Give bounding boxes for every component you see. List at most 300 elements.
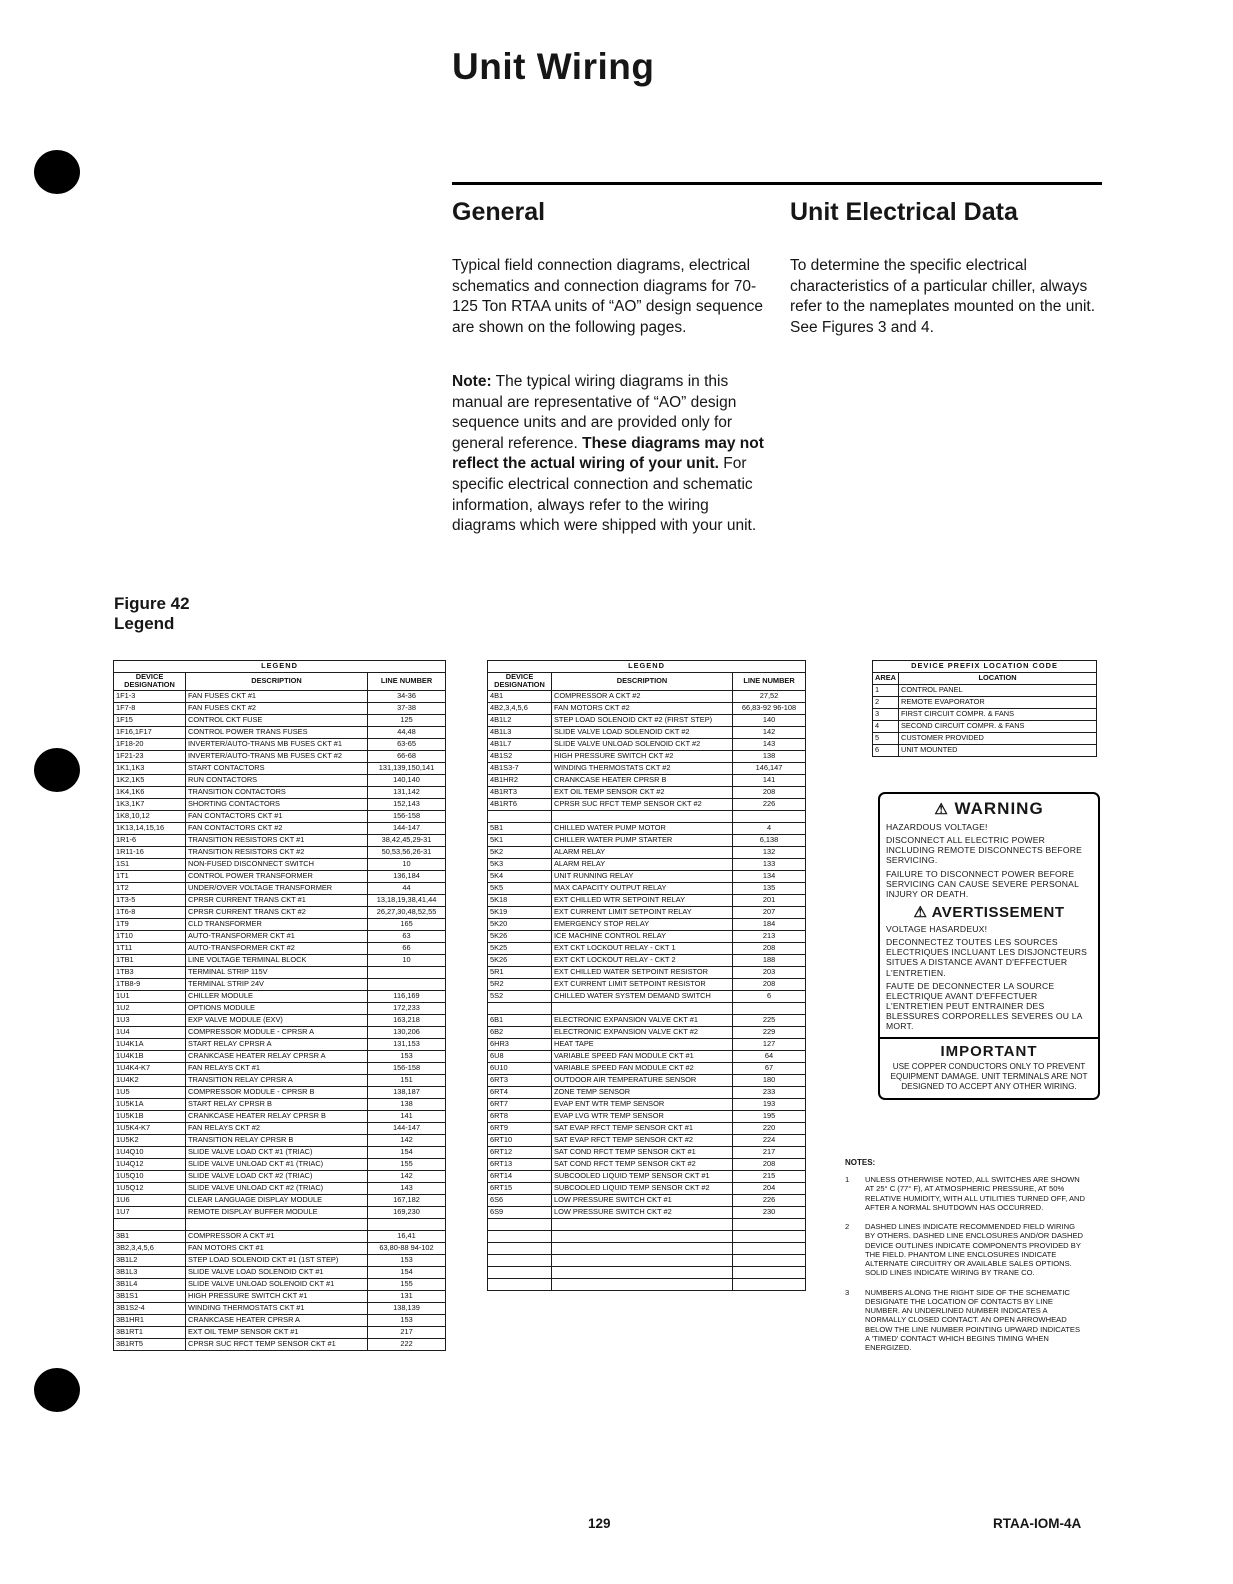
table-row — [114, 1206, 446, 1218]
table-cell: 116,169 — [368, 990, 446, 1002]
table-cell: 6RT14 — [488, 1170, 552, 1182]
table-cell: 131,139,150,141 — [368, 762, 446, 774]
table-cell: ALARM RELAY — [552, 858, 733, 870]
table-cell — [552, 1278, 733, 1290]
table-cell: SUBCOOLED LIQUID TEMP SENSOR CKT #1 — [552, 1170, 733, 1182]
table-row — [114, 1074, 446, 1086]
table-cell: CHILLER WATER PUMP STARTER — [552, 834, 733, 846]
table-cell — [552, 1242, 733, 1254]
table-row — [488, 870, 806, 882]
table-cell: 1U4K4-K7 — [114, 1062, 186, 1074]
table-cell: MAX CAPACITY OUTPUT RELAY — [552, 882, 733, 894]
table-cell: SLIDE VALVE LOAD CKT #1 (TRIAC) — [186, 1146, 368, 1158]
table-cell: 140,140 — [368, 774, 446, 786]
table-cell — [488, 1278, 552, 1290]
important-title: IMPORTANT — [940, 1043, 1038, 1061]
table-row — [114, 1230, 446, 1242]
table-cell: LOW PRESSURE SWITCH CKT #1 — [552, 1194, 733, 1206]
table-cell: 3B1RT1 — [114, 1326, 186, 1338]
table-cell — [114, 1218, 186, 1230]
table-cell: 1U4K1B — [114, 1050, 186, 1062]
table-cell: CHILLED WATER PUMP MOTOR — [552, 822, 733, 834]
table-cell: 4B1RT6 — [488, 798, 552, 810]
electrical-heading: Unit Electrical Data — [790, 198, 1018, 226]
table-cell: 5K26 — [488, 930, 552, 942]
table-cell: 155 — [368, 1278, 446, 1290]
table-cell: 1TB3 — [114, 966, 186, 978]
table-row — [114, 870, 446, 882]
table-cell: 131,153 — [368, 1038, 446, 1050]
table-cell: FAN RELAYS CKT #2 — [186, 1122, 368, 1134]
table-row — [488, 918, 806, 930]
table-cell: 1K8,10,12 — [114, 810, 186, 822]
table-cell: 6RT10 — [488, 1134, 552, 1146]
table-cell: 1TB1 — [114, 954, 186, 966]
table-cell: 222 — [368, 1338, 446, 1350]
table-row — [114, 1002, 446, 1014]
table-row — [488, 786, 806, 798]
table-cell: SAT COND RFCT TEMP SENSOR CKT #2 — [552, 1158, 733, 1170]
table-cell: 6S6 — [488, 1194, 552, 1206]
table-cell: 201 — [733, 894, 806, 906]
location-header-location: LOCATION — [899, 673, 1097, 685]
table-cell: 233 — [733, 1086, 806, 1098]
table-cell: WINDING THERMOSTATS CKT #2 — [552, 762, 733, 774]
table-cell: 63,80-88 94-102 — [368, 1242, 446, 1254]
table-cell: CPRSR CURRENT TRANS CKT #1 — [186, 894, 368, 906]
table-row — [488, 1134, 806, 1146]
table-row — [488, 1230, 806, 1242]
table-cell: NON-FUSED DISCONNECT SWITCH — [186, 858, 368, 870]
table-cell: FAN FUSES CKT #1 — [186, 690, 368, 702]
table-row — [488, 690, 806, 702]
table-row — [488, 1062, 806, 1074]
legend1-body — [114, 690, 446, 1350]
table-cell: 1F16,1F17 — [114, 726, 186, 738]
table-cell: 6 — [733, 990, 806, 1002]
table-cell: START RELAY CPRSR B — [186, 1098, 368, 1110]
table-cell: SLIDE VALVE UNLOAD SOLENOID CKT #1 — [186, 1278, 368, 1290]
table-cell: OPTIONS MODULE — [186, 1002, 368, 1014]
table-row — [114, 690, 446, 702]
table-cell: TRANSITION CONTACTORS — [186, 786, 368, 798]
table-cell: 1F7-8 — [114, 702, 186, 714]
table-cell: 131 — [368, 1290, 446, 1302]
avertissement-title — [886, 903, 1092, 921]
table-cell: REMOTE DISPLAY BUFFER MODULE — [186, 1206, 368, 1218]
punch-hole — [34, 1368, 80, 1412]
table-row — [114, 786, 446, 798]
table-cell: NUMBERS ALONG THE RIGHT SIDE OF THE SCHEMATIC DESIGNATE THE LOCATION OF CONTACTS BY LINE NUMBER. AN UNDERLINED NUMBER INDICATES A NORMALLY CLOSED CONTACT. AN OPEN ARROWHEAD BELOW THE LINE NUMBER POINTING UPWARD INDICATES A 'TIMED' CONTACT WHICH BEGINS TIMING WHEN ENERGIZED. — [865, 1287, 1081, 1352]
table-cell: CUSTOMER PROVIDED — [899, 733, 1097, 745]
table-row — [488, 1086, 806, 1098]
warning-title — [886, 799, 1092, 819]
table-row — [488, 942, 806, 954]
table-cell: 208 — [733, 978, 806, 990]
table-cell: 1TB8-9 — [114, 978, 186, 990]
table-cell: 204 — [733, 1182, 806, 1194]
table-row — [873, 709, 1097, 721]
table-cell: 143 — [368, 1182, 446, 1194]
avertissement-title-text: AVERTISSEMENT — [931, 903, 1065, 921]
table-cell: 133 — [733, 858, 806, 870]
table-cell: 6S9 — [488, 1206, 552, 1218]
table-cell: 1U5Q10 — [114, 1170, 186, 1182]
table-cell: 142 — [733, 726, 806, 738]
table-cell: 4 — [733, 822, 806, 834]
location-code-table — [872, 660, 1097, 757]
note-pre-text: The typical wiring diagrams in this manual are representative of “AO” design sequence units and are provided only for general reference. — [452, 373, 737, 452]
table-row — [114, 1110, 446, 1122]
table-cell — [552, 1254, 733, 1266]
warning-p3: DECONNECTEZ TOUTES LES SOURCES ELECTRIQUES INCLUANT LES DISJONCTEURS SITUES A DISTANCE AVANT D'EFFECTUER L'ENTRETIEN. — [886, 937, 1088, 978]
table-cell: 142 — [368, 1134, 446, 1146]
table-cell: 138 — [733, 750, 806, 762]
table-cell: 4B1L2 — [488, 714, 552, 726]
table-cell: 3B1L3 — [114, 1266, 186, 1278]
table-cell: EXT OIL TEMP SENSOR CKT #2 — [552, 786, 733, 798]
table-cell: 6 — [873, 745, 899, 757]
table-cell: 5K3 — [488, 858, 552, 870]
table-cell: 66-68 — [368, 750, 446, 762]
table-cell: 1U4 — [114, 1026, 186, 1038]
legend1-header-description: DESCRIPTION — [186, 673, 368, 691]
table-cell: UNIT RUNNING RELAY — [552, 870, 733, 882]
table-cell: 1 — [873, 685, 899, 697]
table-cell: 6RT8 — [488, 1110, 552, 1122]
table-cell: 154 — [368, 1146, 446, 1158]
table-cell: TRANSITION RESISTORS CKT #2 — [186, 846, 368, 858]
table-row — [114, 1158, 446, 1170]
table-cell: 225 — [733, 1014, 806, 1026]
table-row — [488, 1170, 806, 1182]
table-row — [488, 1278, 806, 1290]
warning-hazard-fr: VOLTAGE HASARDEUX! — [886, 923, 988, 934]
table-cell: 1K13,14,15,16 — [114, 822, 186, 834]
table-cell: 3B1S1 — [114, 1290, 186, 1302]
table-row — [488, 1038, 806, 1050]
table-cell: 1S1 — [114, 858, 186, 870]
table-cell: 64 — [733, 1050, 806, 1062]
table-cell: 5B1 — [488, 822, 552, 834]
table-cell: 1U5K4-K7 — [114, 1122, 186, 1134]
table-cell: EXP VALVE MODULE (EXV) — [186, 1014, 368, 1026]
table-cell: LOW PRESSURE SWITCH CKT #2 — [552, 1206, 733, 1218]
table-cell: 38,42,45,29-31 — [368, 834, 446, 846]
table-cell: 1U3 — [114, 1014, 186, 1026]
table-cell: VARIABLE SPEED FAN MODULE CKT #1 — [552, 1050, 733, 1062]
table-cell: 1U5K1A — [114, 1098, 186, 1110]
table-cell: OUTDOOR AIR TEMPERATURE SENSOR — [552, 1074, 733, 1086]
table-cell — [733, 1002, 806, 1014]
table-cell: 3 — [845, 1287, 850, 1297]
table-row — [488, 1206, 806, 1218]
page-number: 129 — [588, 1516, 611, 1531]
table-cell: 167,182 — [368, 1194, 446, 1206]
table-row — [488, 906, 806, 918]
table-cell: FAN CONTACTORS CKT #2 — [186, 822, 368, 834]
table-cell: 144-147 — [368, 822, 446, 834]
table-row — [488, 1026, 806, 1038]
legend2-title: LEGEND — [488, 661, 806, 673]
table-row — [488, 846, 806, 858]
table-cell: SLIDE VALVE UNLOAD SOLENOID CKT #2 — [552, 738, 733, 750]
table-row — [488, 702, 806, 714]
table-cell: UNIT MOUNTED — [899, 745, 1097, 757]
table-row — [488, 1014, 806, 1026]
table-cell: EXT CHILLED WATER SETPOINT RESISTOR — [552, 966, 733, 978]
table-cell: 4B1RT3 — [488, 786, 552, 798]
table-row — [114, 726, 446, 738]
table-cell — [186, 1218, 368, 1230]
table-cell: 1F1-3 — [114, 690, 186, 702]
warning-p1: DISCONNECT ALL ELECTRIC POWER INCLUDING REMOTE DISCONNECTS BEFORE SERVICING. — [886, 835, 1083, 866]
table-cell: UNDER/OVER VOLTAGE TRANSFORMER — [186, 882, 368, 894]
table-row — [114, 954, 446, 966]
table-cell: HEAT TAPE — [552, 1038, 733, 1050]
table-cell: 217 — [368, 1326, 446, 1338]
table-cell — [733, 1266, 806, 1278]
table-row — [488, 810, 806, 822]
table-row — [488, 1158, 806, 1170]
table-row — [488, 1194, 806, 1206]
table-cell: INVERTER/AUTO-TRANS MB FUSES CKT #1 — [186, 738, 368, 750]
general-heading: General — [452, 198, 546, 226]
table-cell: 37-38 — [368, 702, 446, 714]
table-row — [488, 894, 806, 906]
table-row — [488, 1146, 806, 1158]
table-cell: 153 — [368, 1050, 446, 1062]
location-body — [873, 685, 1097, 757]
table-cell: 1U5Q12 — [114, 1182, 186, 1194]
table-cell: 6B1 — [488, 1014, 552, 1026]
table-cell: 3B1L2 — [114, 1254, 186, 1266]
table-cell: 1U1 — [114, 990, 186, 1002]
table-cell — [368, 978, 446, 990]
table-cell: 3B1RT5 — [114, 1338, 186, 1350]
notes-section — [845, 1158, 1085, 1362]
table-cell: 6B2 — [488, 1026, 552, 1038]
table-cell: 195 — [733, 1110, 806, 1122]
table-cell: 44 — [368, 882, 446, 894]
table-cell: CONTROL CKT FUSE — [186, 714, 368, 726]
table-row — [488, 1242, 806, 1254]
table-cell: SLIDE VALVE UNLOAD CKT #1 (TRIAC) — [186, 1158, 368, 1170]
table-row — [488, 1074, 806, 1086]
table-cell: 1K3,1K7 — [114, 798, 186, 810]
table-cell — [733, 1230, 806, 1242]
table-cell: 1U4K2 — [114, 1074, 186, 1086]
table-row — [114, 1218, 446, 1230]
table-cell — [733, 1218, 806, 1230]
table-row — [114, 1134, 446, 1146]
table-cell: 6U8 — [488, 1050, 552, 1062]
table-cell: CLD TRANSFORMER — [186, 918, 368, 930]
table-cell: 172,233 — [368, 1002, 446, 1014]
table-row — [114, 1290, 446, 1302]
table-cell: HIGH PRESSURE SWITCH CKT #1 — [186, 1290, 368, 1302]
table-cell: COMPRESSOR A CKT #2 — [552, 690, 733, 702]
table-row — [488, 798, 806, 810]
table-cell: SAT EVAP RFCT TEMP SENSOR CKT #2 — [552, 1134, 733, 1146]
table-cell: 1U4Q10 — [114, 1146, 186, 1158]
table-cell: REMOTE EVAPORATOR — [899, 697, 1097, 709]
table-row — [488, 1110, 806, 1122]
warning-icon: ⚠ — [934, 801, 949, 818]
table-row — [114, 1194, 446, 1206]
table-cell: DASHED LINES INDICATE RECOMMENDED FIELD WIRING BY OTHERS. DASHED LINE ENCLOSURES AND/OR DASHED DEVICE OUTLINES INDICATE COMPONENTS PROVIDED BY THE FIELD. PHANTOM LINE ENCLOSURES INDICATE ALTERNATE CIRCUITRY OR AVAILABLE SALES OPTIONS. SOLID LINES INDICATE WIRING BY TRANE CO. — [865, 1222, 1084, 1278]
notes-list — [845, 1175, 1085, 1362]
table-cell: 4B1 — [488, 690, 552, 702]
table-cell: 1U5 — [114, 1086, 186, 1098]
table-cell: ZONE TEMP SENSOR — [552, 1086, 733, 1098]
table-cell: 1F15 — [114, 714, 186, 726]
table-cell: 215 — [733, 1170, 806, 1182]
table-cell: FIRST CIRCUIT COMPR. & FANS — [899, 709, 1097, 721]
legend2-body — [488, 690, 806, 1290]
table-cell: RUN CONTACTORS — [186, 774, 368, 786]
table-cell — [488, 1266, 552, 1278]
table-row — [114, 1098, 446, 1110]
table-row — [114, 834, 446, 846]
legend2-header-description: DESCRIPTION — [552, 673, 733, 691]
table-cell: 5R2 — [488, 978, 552, 990]
legend-table-2 — [487, 660, 806, 1291]
table-cell: 152,143 — [368, 798, 446, 810]
table-cell: 193 — [733, 1098, 806, 1110]
table-cell: 1U2 — [114, 1002, 186, 1014]
table-cell: UNLESS OTHERWISE NOTED, ALL SWITCHES ARE SHOWN AT 25° C (77° F), AT ATMOSPHERIC PRESSURE, AT 50% RELATIVE HUMIDITY, WITH ALL UTILITIES TURNED OFF, AND AFTER A NORMAL SHUTDOWN HAS OCCURRED. — [865, 1175, 1085, 1212]
warning-p2: FAILURE TO DISCONNECT POWER BEFORE SERVICING CAN CAUSE SEVERE PERSONAL INJURY OR DEATH. — [886, 868, 1079, 899]
table-cell: 132 — [733, 846, 806, 858]
table-cell: 1K1,1K3 — [114, 762, 186, 774]
table-cell: 5K5 — [488, 882, 552, 894]
table-row — [488, 762, 806, 774]
general-note — [452, 372, 764, 537]
table-cell: CPRSR SUC RFCT TEMP SENSOR CKT #1 — [186, 1338, 368, 1350]
table-cell: 63 — [368, 930, 446, 942]
table-row — [845, 1175, 1085, 1222]
table-cell: 66,83-92 96-108 — [733, 702, 806, 714]
table-cell: CLEAR LANGUAGE DISPLAY MODULE — [186, 1194, 368, 1206]
table-row — [114, 1122, 446, 1134]
table-row — [873, 697, 1097, 709]
table-cell: 208 — [733, 786, 806, 798]
table-cell: 1U5K2 — [114, 1134, 186, 1146]
table-cell: CONTROL PANEL — [899, 685, 1097, 697]
electrical-paragraph-text: To determine the specific electrical characteristics of a particular chiller, always refer to the nameplates mounted on the unit. See Figures 3 and 4. — [790, 257, 1096, 336]
table-cell: 230 — [733, 1206, 806, 1218]
punch-hole — [34, 150, 80, 194]
table-row — [114, 702, 446, 714]
table-cell — [552, 810, 733, 822]
table-cell: ICE MACHINE CONTROL RELAY — [552, 930, 733, 942]
legend1-header-device: DEVICE DESIGNATION — [114, 673, 186, 691]
table-cell: ALARM RELAY — [552, 846, 733, 858]
table-row — [873, 721, 1097, 733]
table-cell: 224 — [733, 1134, 806, 1146]
table-cell: 203 — [733, 966, 806, 978]
table-cell: AUTO-TRANSFORMER CKT #1 — [186, 930, 368, 942]
table-cell: SLIDE VALVE LOAD SOLENOID CKT #2 — [552, 726, 733, 738]
table-row — [114, 918, 446, 930]
figure-number: Figure 42 — [114, 594, 190, 613]
table-cell: 213 — [733, 930, 806, 942]
table-cell — [488, 1254, 552, 1266]
table-row — [488, 978, 806, 990]
table-row — [114, 714, 446, 726]
warning-icon: ⚠ — [913, 903, 928, 921]
table-cell: COMPRESSOR MODULE - CPRSR B — [186, 1086, 368, 1098]
table-cell: 5K2 — [488, 846, 552, 858]
table-cell: 138 — [368, 1098, 446, 1110]
general-paragraph — [452, 256, 764, 338]
legend1-title: LEGEND — [114, 661, 446, 673]
table-cell: 156-158 — [368, 1062, 446, 1074]
table-row — [114, 1014, 446, 1026]
table-cell: 131,142 — [368, 786, 446, 798]
table-cell: CRANKCASE HEATER CPRSR B — [552, 774, 733, 786]
table-cell: 6U10 — [488, 1062, 552, 1074]
table-cell: 1T3-5 — [114, 894, 186, 906]
table-cell — [552, 1230, 733, 1242]
table-cell: 3B1 — [114, 1230, 186, 1242]
table-cell: TRANSITION RESISTORS CKT #1 — [186, 834, 368, 846]
table-cell: 154 — [368, 1266, 446, 1278]
location-header-area: AREA — [873, 673, 899, 685]
table-row — [114, 858, 446, 870]
table-cell: COMPRESSOR MODULE - CPRSR A — [186, 1026, 368, 1038]
table-cell: 1 — [845, 1175, 850, 1184]
table-row — [114, 1326, 446, 1338]
table-cell: 4B2,3,4,5,6 — [488, 702, 552, 714]
table-row — [114, 762, 446, 774]
table-row — [488, 822, 806, 834]
table-row — [114, 1170, 446, 1182]
table-cell: 140 — [733, 714, 806, 726]
table-row — [488, 714, 806, 726]
table-cell: 6RT9 — [488, 1122, 552, 1134]
table-cell: ELECTRONIC EXPANSION VALVE CKT #1 — [552, 1014, 733, 1026]
table-row — [488, 738, 806, 750]
table-cell: EXT OIL TEMP SENSOR CKT #1 — [186, 1326, 368, 1338]
table-cell: 217 — [733, 1146, 806, 1158]
table-cell: EXT CURRENT LIMIT SETPOINT RELAY — [552, 906, 733, 918]
table-cell: 3 — [873, 709, 899, 721]
legend2-header-device: DEVICE DESIGNATION — [488, 673, 552, 691]
table-cell: LINE VOLTAGE TERMINAL BLOCK — [186, 954, 368, 966]
table-row — [114, 978, 446, 990]
table-cell: 6RT15 — [488, 1182, 552, 1194]
table-row — [114, 1038, 446, 1050]
table-row — [114, 894, 446, 906]
table-row — [488, 966, 806, 978]
location-title: DEVICE PREFIX LOCATION CODE — [873, 661, 1097, 673]
table-cell — [552, 1218, 733, 1230]
table-cell: EXT CURRENT LIMIT SETPOINT RESISTOR — [552, 978, 733, 990]
table-row — [114, 1050, 446, 1062]
table-cell: 5K1 — [488, 834, 552, 846]
table-cell: 127 — [733, 1038, 806, 1050]
table-row — [114, 1338, 446, 1350]
table-row — [488, 1050, 806, 1062]
table-cell: 141 — [368, 1110, 446, 1122]
table-cell: 136,184 — [368, 870, 446, 882]
table-cell: 4B1S2 — [488, 750, 552, 762]
table-cell: 5R1 — [488, 966, 552, 978]
table-cell — [488, 1218, 552, 1230]
table-row — [488, 1098, 806, 1110]
